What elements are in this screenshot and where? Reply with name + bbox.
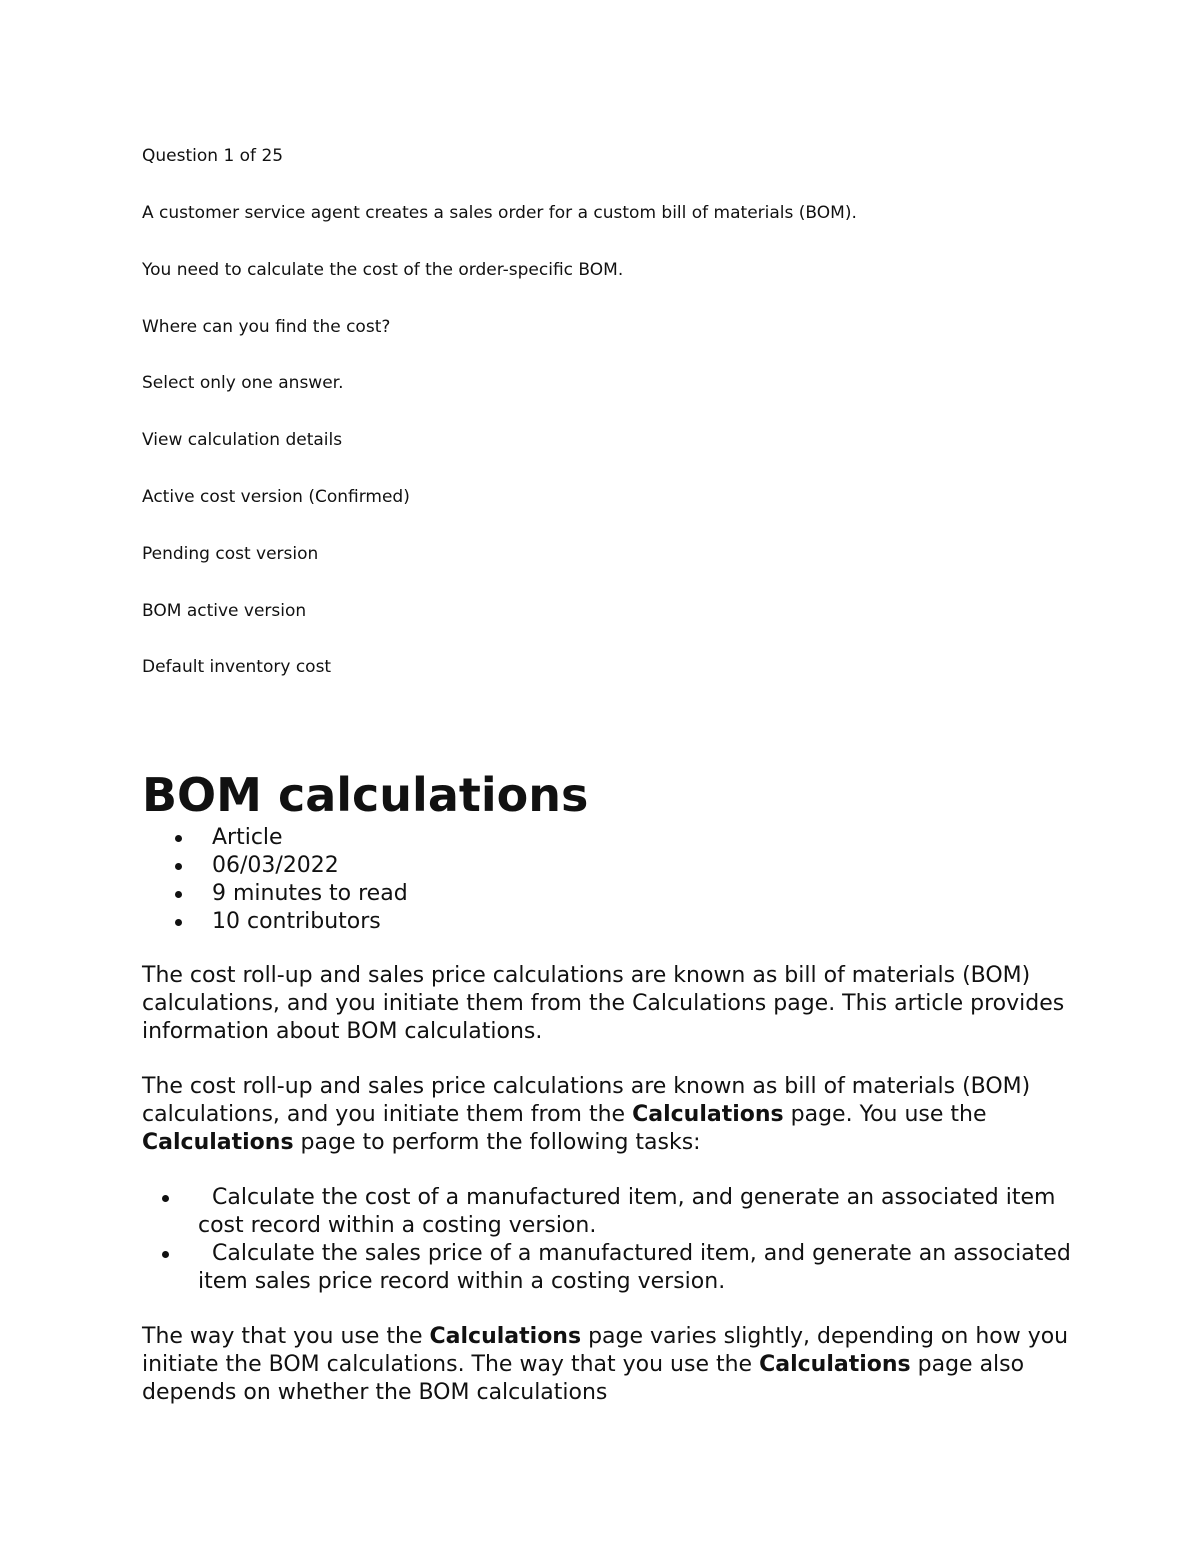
intro-text: page. You use the: [783, 1102, 987, 1127]
answer-option: Default inventory cost: [142, 657, 332, 677]
article-summary: The cost roll-up and sales price calculations are known as bill of materials (BOM) calculations, and you initiate them from the Calculations page. This article provides information about BOM calculations.: [142, 963, 1065, 1044]
question-task: You need to calculate the cost of the order-specific BOM.: [142, 260, 624, 280]
article-meta-list: [142, 824, 1072, 936]
task-list: [142, 1184, 1072, 1296]
usage-text: The way that you use the: [142, 1324, 430, 1349]
article-intro: [142, 1073, 1072, 1157]
task-item: [142, 1240, 1072, 1296]
task-item: [142, 1184, 1072, 1240]
task-item-text: Calculate the sales price of a manufactured item, and generate an associated item sales price record within a costing version.: [198, 1241, 1071, 1294]
answer-option: Pending cost version: [142, 544, 319, 564]
usage-text: page varies slightly, depending on how you initiate the BOM calculations. The way that you use the: [142, 1324, 1069, 1377]
calculations-page-ref: Calculations: [429, 1324, 582, 1349]
question-prompt: Where can you find the cost?: [142, 317, 391, 337]
answer-option: BOM active version: [142, 601, 307, 621]
answer-option: View calculation details: [142, 430, 343, 450]
article-body: [142, 766, 1072, 1407]
calculations-page-ref: Calculations: [142, 1130, 294, 1155]
question-instruction: Select only one answer.: [142, 373, 344, 393]
task-item-text: Calculate the cost of a manufactured item, and generate an associated item cost record within a costing version.: [198, 1185, 1056, 1238]
meta-item-read-time: 9 minutes to read: [142, 880, 1072, 908]
meta-item-date: 06/03/2022: [142, 852, 1072, 880]
article-title: BOM calculations: [142, 768, 589, 822]
meta-item-type: Article: [142, 824, 1072, 852]
question-counter: Question 1 of 25: [142, 146, 284, 166]
intro-text: The cost roll-up and sales price calculations are known as bill of materials (BOM) calculations, and you initiate them from the: [142, 1074, 1031, 1127]
question-scenario: A customer service agent creates a sales order for a custom bill of materials (BOM).: [142, 203, 857, 223]
calculations-page-ref: Calculations: [632, 1102, 784, 1127]
answer-option: Active cost version (Confirmed): [142, 487, 410, 507]
article-usage: [142, 1323, 1072, 1407]
intro-text: page to perform the following tasks:: [293, 1130, 701, 1155]
calculations-page-ref: Calculations: [759, 1352, 911, 1377]
usage-text: page also depends on whether the BOM calculations: [142, 1352, 1025, 1405]
meta-item-contributors: 10 contributors: [142, 908, 1072, 936]
